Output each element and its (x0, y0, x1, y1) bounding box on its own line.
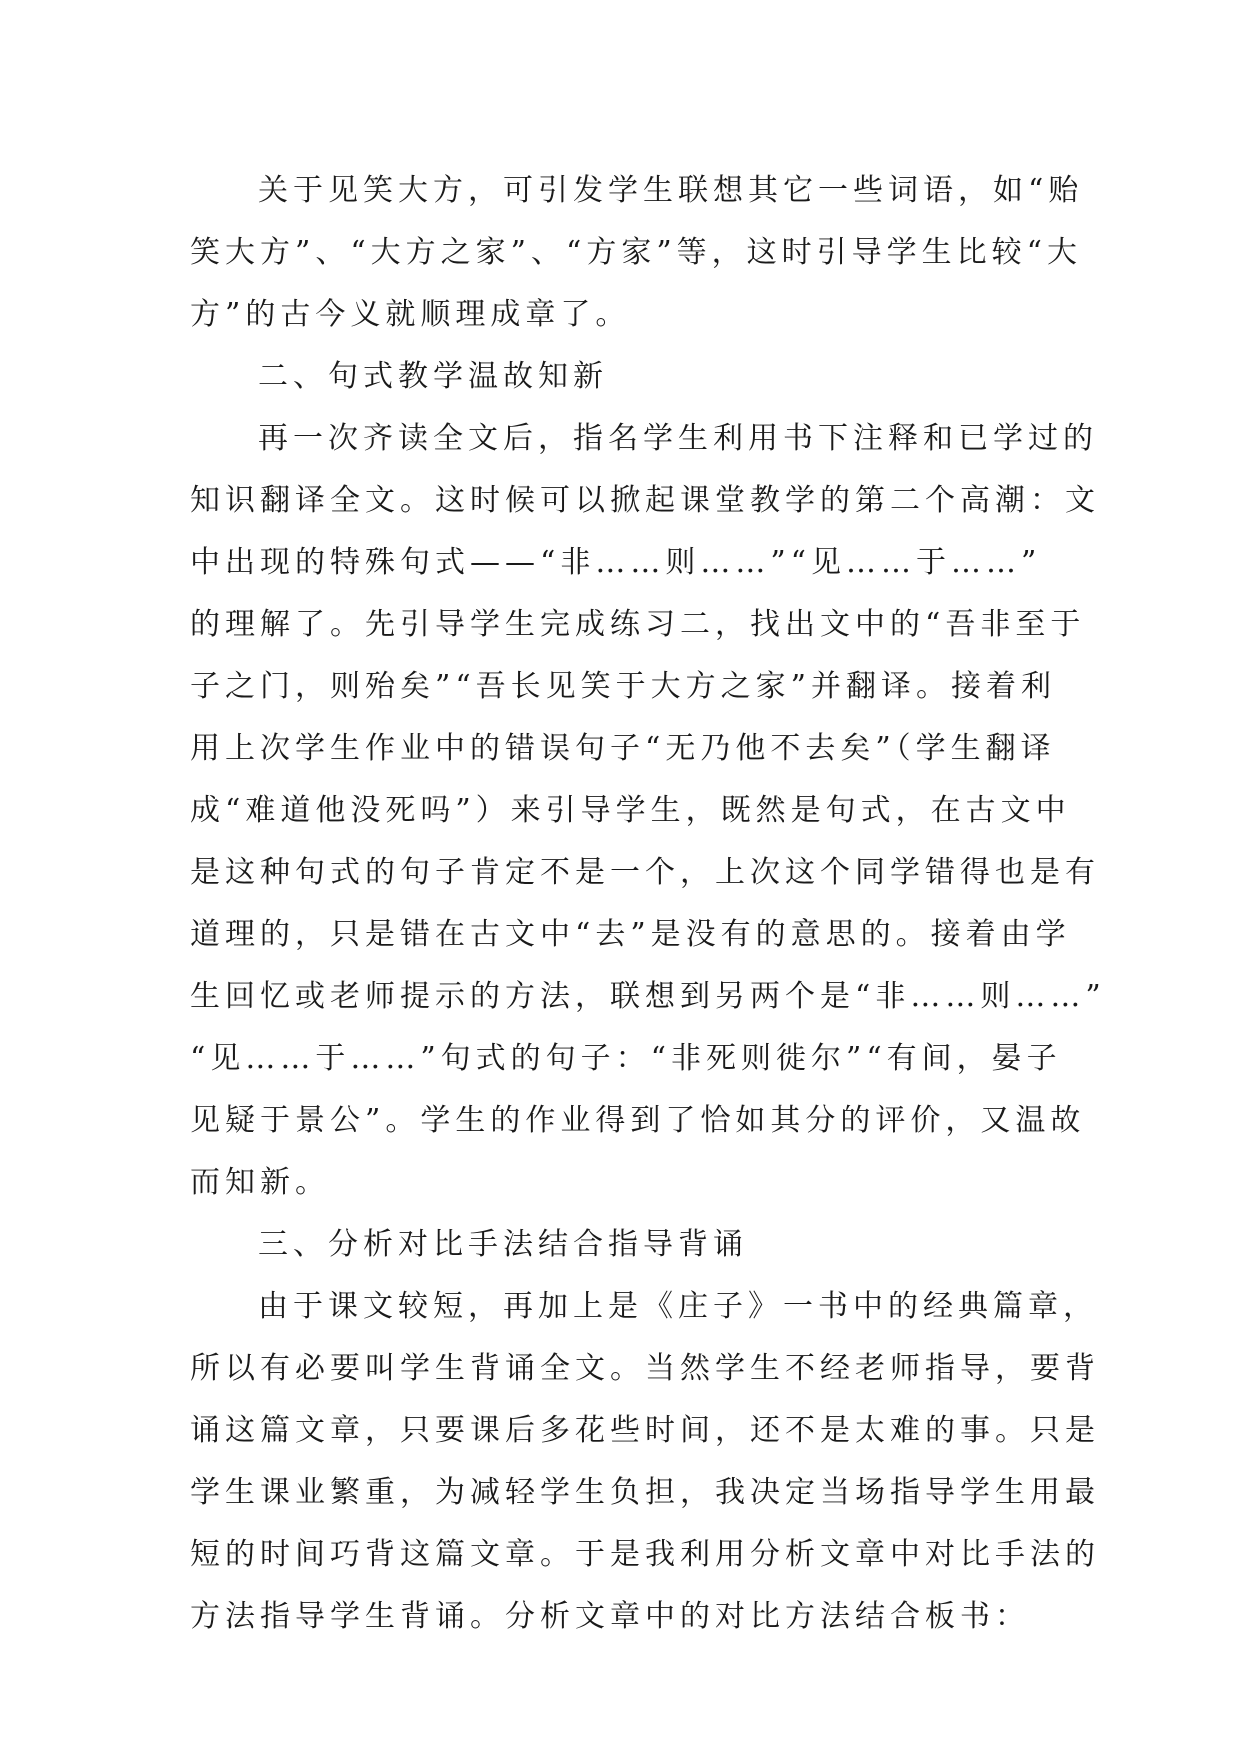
text-line: 再一次齐读全文后，指名学生利用书下注释和已学过的 (258, 421, 1098, 456)
text-line: 短的时间巧背这篇文章。于是我利用分析文章中对比手法的 (190, 1537, 1100, 1572)
text-line: 学生课业繁重，为减轻学生负担，我决定当场指导学生用最 (190, 1475, 1100, 1510)
document-body (190, 160, 1106, 1648)
text-line: 所以有必要叫学生背诵全文。当然学生不经老师指导，要背 (190, 1351, 1100, 1386)
text-line: 是这种句式的句子肯定不是一个，上次这个同学错得也是有 (190, 855, 1100, 890)
text-line: 用上次学生作业中的错误句子“无乃他不去矣”（学生翻译 (190, 731, 1056, 766)
text-line: 的理解了。先引导学生完成练习二，找出文中的“吾非至于 (190, 607, 1086, 642)
text-line: 知识翻译全文。这时候可以掀起课堂教学的第二个高潮：文 (190, 483, 1100, 518)
text-line: 见疑于景公”。学生的作业得到了恰如其分的评价，又温故 (190, 1103, 1086, 1138)
text-line: 方”的古今义就顺理成章了。 (190, 297, 631, 332)
text-line: 二、句式教学温故知新 (258, 359, 608, 394)
text-line: 中出现的特殊句式——“非……则……”“见……于……” (190, 545, 1042, 580)
text-line: 诵这篇文章，只要课后多花些时间，还不是太难的事。只是 (190, 1413, 1100, 1448)
text-line: 方法指导学生背诵。分析文章中的对比方法结合板书： (190, 1599, 1030, 1634)
text-line: 关于见笑大方，可引发学生联想其它一些词语，如“贻 (258, 173, 1084, 208)
text-line: 三、分析对比手法结合指导背诵 (258, 1227, 748, 1262)
text-line: 成“难道他没死吗”）来引导学生，既然是句式，在古文中 (190, 793, 1071, 828)
text-line: 笑大方”、“大方之家”、“方家”等，这时引导学生比较“大 (190, 235, 1083, 270)
text-line: 由于课文较短，再加上是《庄子》一书中的经典篇章， (258, 1289, 1098, 1324)
text-line: 而知新。 (190, 1165, 330, 1200)
text-line: 子之门，则殆矣”“吾长见笑于大方之家”并翻译。接着利 (190, 669, 1057, 704)
text-line: 生回忆或老师提示的方法，联想到另两个是“非……则……” (190, 979, 1106, 1014)
text-line: “见……于……”句式的句子：“非死则徙尔”“有间，晏子 (190, 1041, 1062, 1076)
text-line: 道理的，只是错在古文中“去”是没有的意思的。接着由学 (190, 917, 1071, 952)
